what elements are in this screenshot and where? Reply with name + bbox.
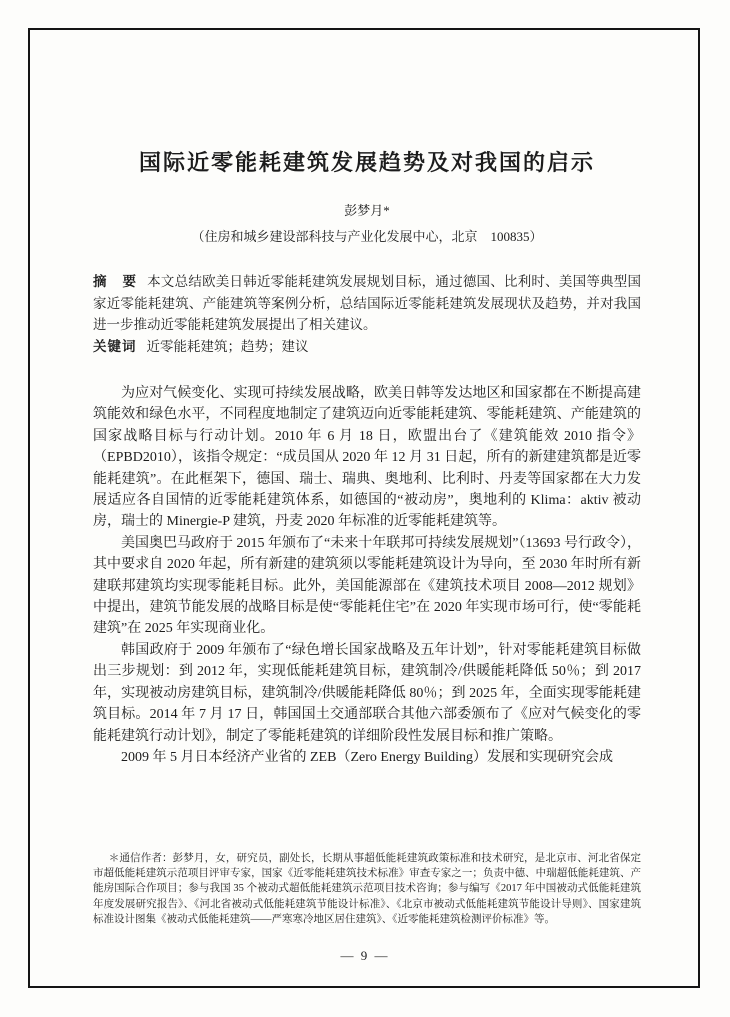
author-affiliation: （住房和城乡建设部科技与产业化发展中心，北京 100835）: [191, 229, 543, 244]
paper-title: 国际近零能耗建筑发展趋势及对我国的启示: [138, 150, 595, 175]
body-paragraph-1: 为应对气候变化、实现可持续发展战略，欧美日韩等发达地区和国家都在不断提高建筑能效和绿色水平，不同程度地制定了建筑迈向近零能耗建筑、零能耗建筑、产能建筑的国家战略目标与行动计划。2010 年 6 月 18 日，欧盟出台了《建筑能效 2010 指令》（EPBD2010），该指令规定：“成员国从 2020 年 12 月 31 日起，所有的新建建筑都是近零能耗建筑”。在此框架下，德国、瑞士、瑞典、奥地利、比利时、丹麦等国家都在大力发展适应各自国情的近零能耗建筑体系，如德国的“被动房”，奥地利的 Klima：aktiv 被动房，瑞士的 Minergie-P 建筑，丹麦 2020 年标准的近零能耗建筑等。: [93, 386, 641, 530]
keywords-block: [93, 336, 641, 358]
text-column: [93, 28, 641, 768]
page-number: — 9 —: [340, 948, 390, 963]
abstract-text: 本文总结欧美日韩近零能耗建筑发展规划目标，通过德国、比利时、美国等典型国家近零能耗建筑、产能建筑等案例分析，总结国际近零能耗建筑发展现状及趋势，并对我国进一步推动近零能耗建筑发展提出了相关建议。: [93, 274, 641, 332]
keywords-label: 关键词: [93, 338, 137, 354]
body-paragraph-2: 美国奥巴马政府于 2015 年颁布了“未来十年联邦可持续发展规划”（13693 号行政令），其中要求自 2020 年起，所有新建的建筑须以零能耗建筑设计为导向，至 2030 年时所有新建联邦建筑均实现零能耗目标。此外，美国能源部在《建筑技术项目 2008—2012 规划》中提出，建筑节能发展的战略目标是使“零能耗住宅”在 2020 年实现市场可行，使“零能耗建筑”在 2025 年实现商业化。: [93, 535, 641, 637]
body-paragraph-3: 韩国政府于 2009 年颁布了“绿色增长国家战略及五年计划”，针对零能耗建筑目标做出三步规划：到 2012 年，实现低能耗建筑目标，建筑制冷/供暖能耗降低 50％；到 2017 年，实现被动房建筑目标，建筑制冷/供暖能耗降低 80％；到 2025 年，全面实现零能耗建筑目标。2014 年 7 月 17 日，韩国国土交通部联合其他六部委颁布了《应对气候变化的零能耗建筑行动计划》，制定了零能耗建筑的详细阶段性发展目标和推广策略。: [93, 642, 641, 744]
abstract-block: [93, 271, 641, 336]
body-paragraph-4: 2009 年 5 月日本经济产业省的 ZEB（Zero Energy Building）发展和实现研究会成: [121, 749, 614, 765]
footnote: ＊通信作者：彭梦月，女，研究员，副处长，长期从事超低能耗建筑政策标准和技术研究，是北京市、河北省保定市超低能耗建筑示范项目评审专家，国家《近零能耗建筑技术标准》审查专家之一；负责中德、中瑞超低能耗建筑、产能房国际合作项目；参与我国 35 个被动式超低能耗建筑示范项目技术咨询；参与编写《2017 年中国被动式低能耗建筑年度发展研究报告》、《河北省被动式低能耗建筑节能设计标准》、《北京市被动式低能耗建筑节能设计导则》、国家建筑标准设计图集《被动式低能耗建筑——严寒寒冷地区居住建筑》、《近零能耗建筑检测评价标准》等。: [93, 853, 641, 925]
body-text: [93, 383, 641, 768]
author-name: 彭梦月*: [344, 203, 390, 218]
keywords-text: 近零能耗建筑；趋势；建议: [146, 338, 309, 354]
abstract-label: 摘 要: [93, 274, 138, 289]
